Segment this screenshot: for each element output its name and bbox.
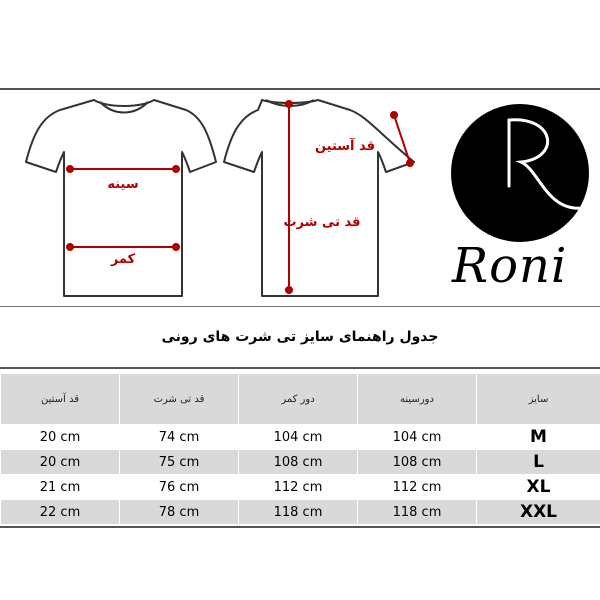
back-tshirt-outline xyxy=(224,100,414,296)
cell-size: L xyxy=(477,450,600,475)
roni-logo-circle xyxy=(451,104,589,242)
header-size: سایز xyxy=(477,374,600,425)
cell-waist: 104 cm xyxy=(239,425,358,450)
title-panel xyxy=(0,307,600,369)
header-waist: دور کمر xyxy=(239,374,358,425)
header-shirt-length: قد تی شرت xyxy=(120,374,239,425)
size-guide-title: جدول راهنمای سایز تی شرت های رونی xyxy=(161,329,439,345)
waist-label: کمر xyxy=(110,252,136,267)
cell-length: 78 cm xyxy=(120,500,239,525)
cell-chest: 108 cm xyxy=(358,450,477,475)
cell-chest: 118 cm xyxy=(358,500,477,525)
cell-chest: 104 cm xyxy=(358,425,477,450)
cell-size: M xyxy=(477,425,600,450)
tshirt-diagrams xyxy=(0,90,450,306)
cell-waist: 108 cm xyxy=(239,450,358,475)
cell-size: XL xyxy=(477,475,600,500)
header-chest: دورسینه xyxy=(358,374,477,425)
r-monogram-icon xyxy=(451,104,589,242)
cell-waist: 118 cm xyxy=(239,500,358,525)
header-sleeve-length: قد آستین xyxy=(1,374,120,425)
cell-waist: 112 cm xyxy=(239,475,358,500)
cell-sleeve: 20 cm xyxy=(1,425,120,450)
cell-length: 74 cm xyxy=(120,425,239,450)
shirt-length-label: قد تی شرت xyxy=(283,215,361,230)
cell-sleeve: 20 cm xyxy=(1,450,120,475)
cell-length: 75 cm xyxy=(120,450,239,475)
table-header-row xyxy=(1,374,600,425)
chest-label: سینه xyxy=(107,177,139,192)
table-row xyxy=(1,475,600,500)
table-row xyxy=(1,425,600,450)
table-row xyxy=(1,450,600,475)
cell-chest: 112 cm xyxy=(358,475,477,500)
sleeve-length-label: قد آستین xyxy=(314,139,376,154)
cell-length: 76 cm xyxy=(120,475,239,500)
roni-wordmark: Roni xyxy=(452,238,568,294)
size-table xyxy=(0,373,600,525)
table-row xyxy=(1,500,600,525)
cell-size: XXL xyxy=(477,500,600,525)
cell-sleeve: 21 cm xyxy=(1,475,120,500)
cell-sleeve: 22 cm xyxy=(1,500,120,525)
